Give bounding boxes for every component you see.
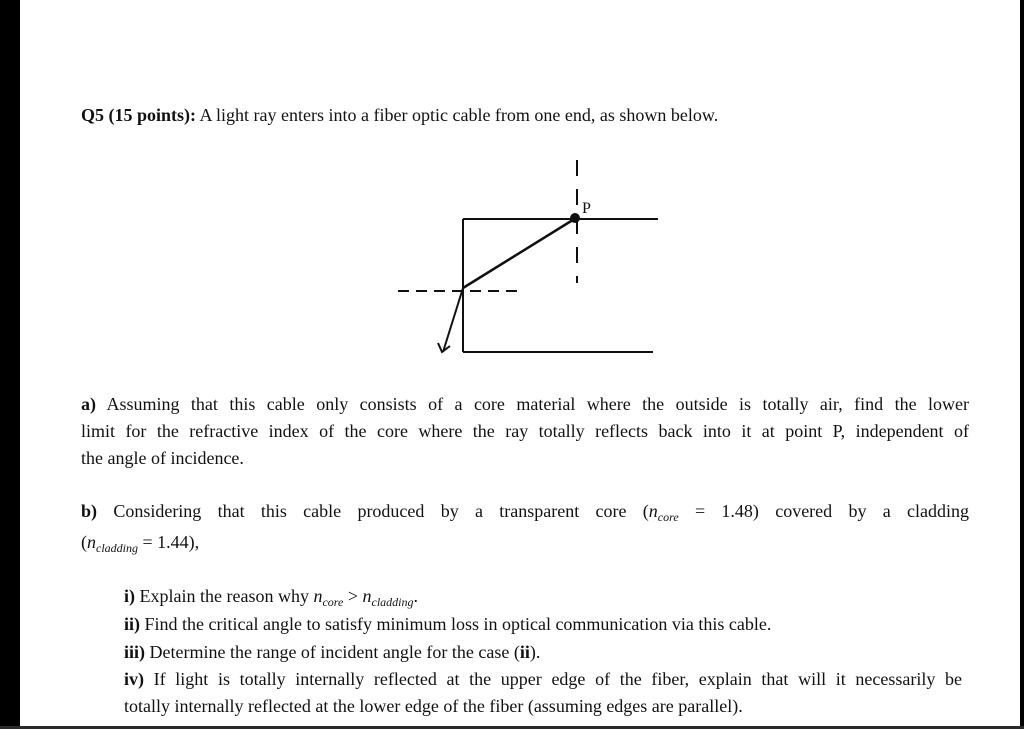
incident-ray bbox=[443, 288, 463, 352]
part-a-line-2: limit for the refractive index of the core where the ray totally reflects back into it at point P, independent of bbox=[81, 421, 969, 441]
part-b-line-2: $(n_{cladding} = 1.44)$, bbox=[81, 532, 200, 555]
subquestion-iv-line-2: totally internally reflected at the lower edge of the fiber (assuming edges are parallel). bbox=[124, 696, 743, 716]
subquestion-i: i) Explain the reason why $n_{core} > n_{cladding}$. bbox=[124, 586, 418, 609]
refracted-ray bbox=[463, 218, 576, 288]
point-p-marker bbox=[570, 213, 580, 223]
part-a-line-3: the angle of incidence. bbox=[81, 448, 244, 468]
subquestion-iii: iii) Determine the range of incident angle for the case (ii). bbox=[124, 642, 541, 662]
part-a-line-1: a) Assuming that this cable only consists of a core material where the outside is totally air, find the lower bbox=[81, 394, 969, 414]
part-b-label: b) bbox=[81, 501, 98, 521]
part-a-label: a) bbox=[81, 394, 96, 414]
point-p-label: P bbox=[582, 200, 591, 217]
question-label: Q5 (15 points): bbox=[81, 105, 197, 125]
question-intro: A light ray enters into a fiber optic cable from one end, as shown below. bbox=[199, 105, 719, 125]
subquestion-ii: ii) Find the critical angle to satisfy minimum loss in optical communication via this cable. bbox=[124, 614, 772, 634]
part-b-line-1: b) Considering that this cable produced by a transparent core $(n_{core} = 1.48)$ covered by a cladding bbox=[81, 501, 970, 524]
subquestion-iv-line-1: iv) If light is totally internally reflected at the upper edge of the fiber, explain that will it necessarily be bbox=[124, 669, 962, 689]
